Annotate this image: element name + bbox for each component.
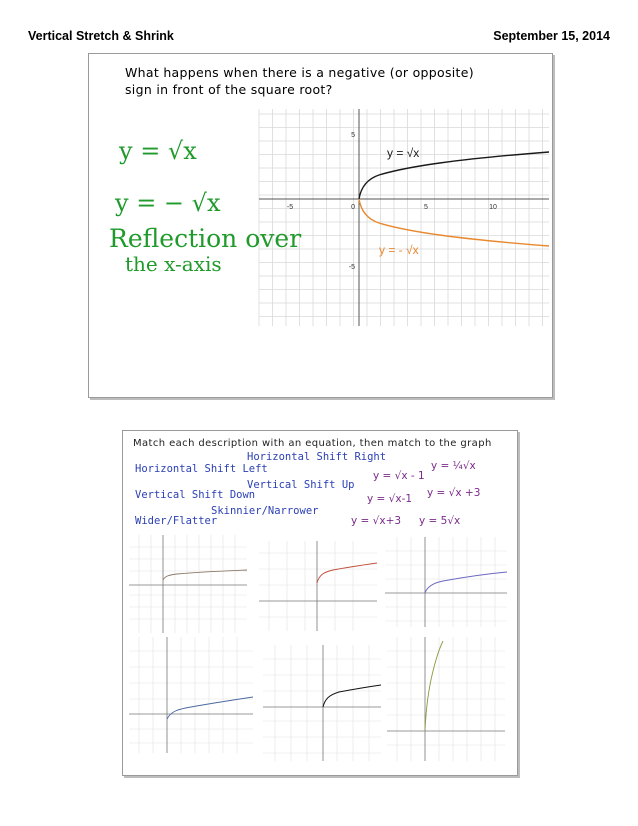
equation-option: y = 5√x xyxy=(419,515,461,527)
equation-option: y = √x +3 xyxy=(427,487,481,499)
page-header-date: September 15, 2014 xyxy=(493,29,610,43)
label-sqrt-x: y = √x xyxy=(387,146,420,160)
desc-horizontal-shift-left: Horizontal Shift Left xyxy=(135,463,268,475)
thumb-graph-2 xyxy=(259,541,377,631)
matching-instruction: Match each description with an equation, then match to the graph xyxy=(133,438,492,449)
x-tick-label: 5 xyxy=(424,204,428,211)
equation-option: y = √x-1 xyxy=(367,493,413,505)
handwritten-eq-neg-sqrt-x: y = − √x xyxy=(115,189,221,217)
question-line-1: What happens when there is a negative (or opposite) xyxy=(125,65,474,80)
desc-vertical-shift-down: Vertical Shift Down xyxy=(135,489,256,501)
handwritten-note-x-axis: the x-axis xyxy=(125,252,222,276)
thumb-graph-1 xyxy=(129,535,247,633)
thumb-graph-5 xyxy=(263,645,381,761)
y-tick-label: -5 xyxy=(348,264,355,271)
y-tick-label: 5 xyxy=(351,132,355,139)
desc-vertical-shift-up: Vertical Shift Up xyxy=(247,479,355,491)
curve-neg-sqrt-x xyxy=(359,199,549,246)
reflection-graph xyxy=(259,109,549,326)
thumb-graph-6 xyxy=(387,637,505,761)
x-tick-label: 0 xyxy=(351,204,355,211)
x-tick-label: -5 xyxy=(286,204,294,211)
equation-option: y = √x - 1 xyxy=(373,470,425,482)
equation-option: y = ¼√x xyxy=(431,460,476,472)
desc-horizontal-shift-right: Horizontal Shift Right xyxy=(247,451,387,463)
desc-skinnier-narrower: Skinnier/Narrower xyxy=(211,505,319,517)
desc-wider-flatter: Wider/Flatter xyxy=(135,515,218,527)
handwritten-note-reflection: Reflection over xyxy=(109,224,302,253)
handwritten-eq-sqrt-x: y = √x xyxy=(119,137,197,165)
thumb-graph-4 xyxy=(129,637,253,753)
question-line-2: sign in front of the square root? xyxy=(125,82,333,97)
slide-reflection xyxy=(88,53,553,398)
x-tick-label: 10 xyxy=(489,204,497,211)
label-neg-sqrt-x: y = - √x xyxy=(379,243,419,257)
slide-matching xyxy=(122,430,518,776)
equation-option: y = √x+3 xyxy=(351,515,402,527)
page-header-title: Vertical Stretch & Shrink xyxy=(28,29,174,43)
thumb-graph-3 xyxy=(385,537,507,627)
graph-grid xyxy=(259,109,549,326)
